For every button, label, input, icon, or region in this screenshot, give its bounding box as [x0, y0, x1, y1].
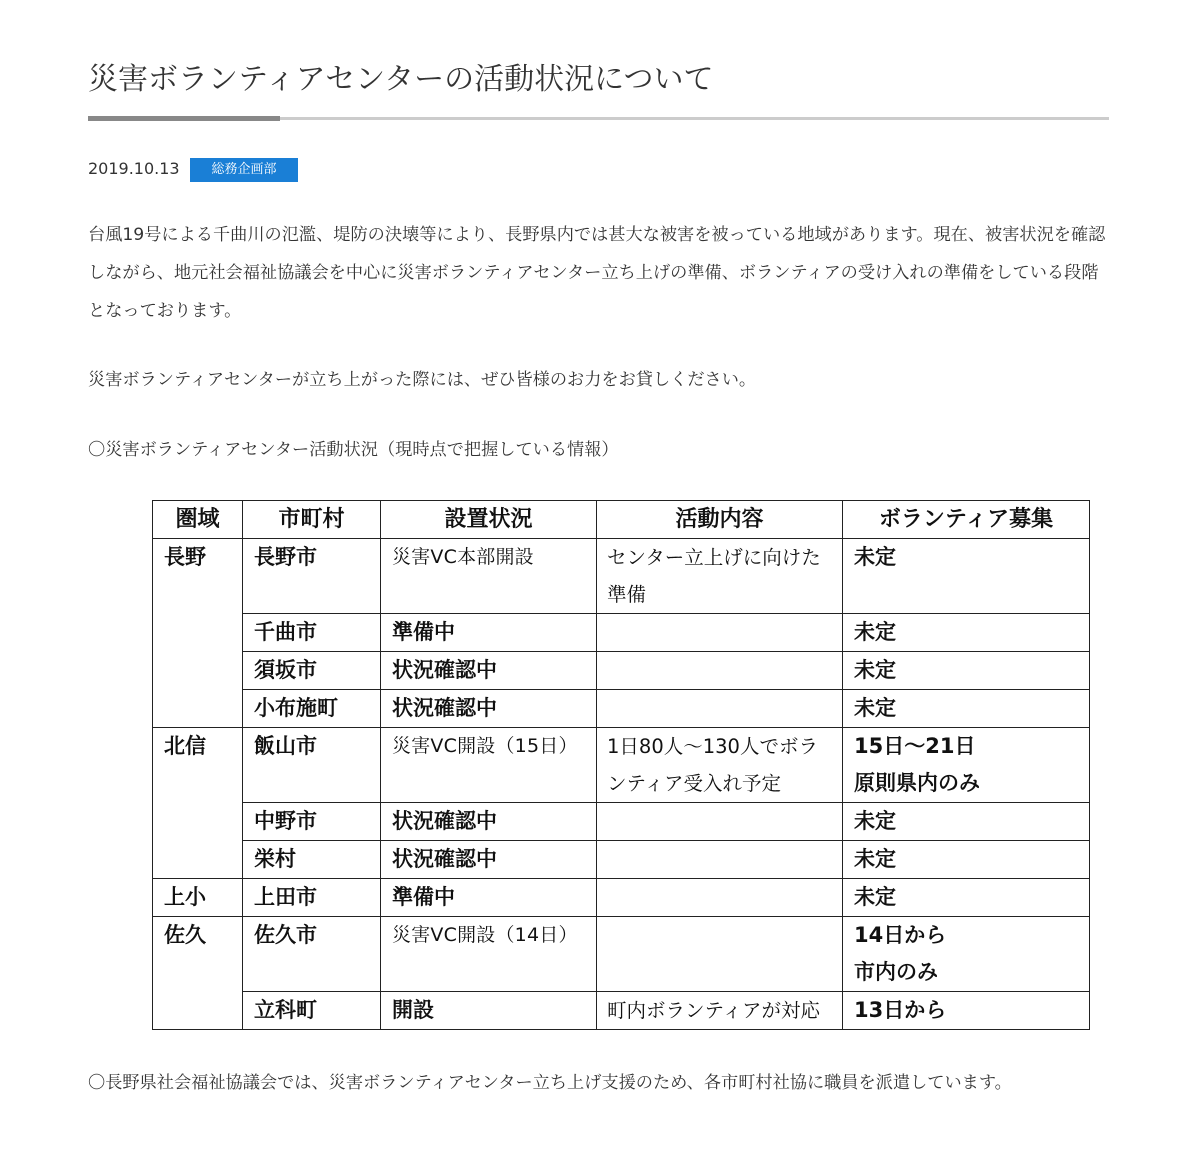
status-cell: 状況確認中	[381, 690, 597, 728]
municipality-cell: 飯山市	[243, 728, 381, 803]
status-cell: 準備中	[381, 879, 597, 917]
table-row	[153, 614, 1090, 652]
header-setup-status: 設置状況	[381, 501, 597, 539]
activity-cell	[597, 652, 843, 690]
activity-cell	[597, 690, 843, 728]
recruitment-cell: 未定	[843, 690, 1090, 728]
recruitment-cell: 13日から	[843, 992, 1090, 1030]
recruitment-cell: 15日～21日 原則県内のみ	[843, 728, 1090, 803]
recruitment-cell: 未定	[843, 539, 1090, 614]
activity-cell	[597, 841, 843, 879]
region-cell: 佐久	[153, 917, 243, 1030]
table-row	[153, 803, 1090, 841]
recruitment-cell: 未定	[843, 879, 1090, 917]
municipality-cell: 上田市	[243, 879, 381, 917]
title-divider-accent	[88, 116, 280, 121]
footer-note: 〇長野県社会福祉協議会では、災害ボランティアセンター立ち上げ支援のため、各市町村社協に職員を派遣しています。	[88, 1073, 1012, 1093]
region-cell: 上小	[153, 879, 243, 917]
activity-cell	[597, 879, 843, 917]
section-heading: 〇災害ボランティアセンター活動状況（現時点で把握している情報）	[88, 440, 619, 460]
activity-cell: 1日80人～130人でボランティア受入れ予定	[597, 728, 843, 803]
region-cell: 北信	[153, 728, 243, 879]
recruitment-cell: 未定	[843, 841, 1090, 879]
status-cell: 準備中	[381, 614, 597, 652]
table-row	[153, 917, 1090, 992]
table-row	[153, 652, 1090, 690]
municipality-cell: 千曲市	[243, 614, 381, 652]
table-header-row	[153, 501, 1090, 539]
table-row	[153, 841, 1090, 879]
municipality-cell: 栄村	[243, 841, 381, 879]
post-date: 2019.10.13	[88, 159, 180, 178]
intro-paragraph: 台風19号による千曲川の氾濫、堤防の決壊等により、長野県内では甚大な被害を被っている地域があります。現在、被害状況を確認しながら、地元社会福祉協議会を中心に災害ボランティアセンター立ち上げの準備、ボランティアの受け入れの準備をしている段階となっております。	[88, 225, 1106, 321]
status-cell: 災害VC開設（14日）	[381, 917, 597, 992]
activity-cell: 町内ボランティアが対応	[597, 992, 843, 1030]
activity-cell	[597, 803, 843, 841]
status-cell: 災害VC本部開設	[381, 539, 597, 614]
table-row	[153, 728, 1090, 803]
region-cell: 長野	[153, 539, 243, 728]
page-title: 災害ボランティアセンターの活動状況について	[88, 62, 714, 97]
header-activity: 活動内容	[597, 501, 843, 539]
municipality-cell: 須坂市	[243, 652, 381, 690]
status-cell: 状況確認中	[381, 841, 597, 879]
request-paragraph: 災害ボランティアセンターが立ち上がった際には、ぜひ皆様のお力をお貸しください。	[88, 370, 757, 390]
activity-cell	[597, 614, 843, 652]
header-municipality: 市町村	[243, 501, 381, 539]
activity-cell	[597, 917, 843, 992]
table-row	[153, 690, 1090, 728]
volunteer-center-status-table	[152, 500, 1090, 1030]
recruitment-cell: 14日から 市内のみ	[843, 917, 1090, 992]
status-cell: 状況確認中	[381, 652, 597, 690]
table-row	[153, 879, 1090, 917]
recruitment-cell: 未定	[843, 652, 1090, 690]
table-row	[153, 992, 1090, 1030]
header-region: 圏域	[153, 501, 243, 539]
activity-cell: センター立上げに向けた準備	[597, 539, 843, 614]
municipality-cell: 立科町	[243, 992, 381, 1030]
municipality-cell: 佐久市	[243, 917, 381, 992]
status-cell: 災害VC開設（15日）	[381, 728, 597, 803]
municipality-cell: 長野市	[243, 539, 381, 614]
municipality-cell: 小布施町	[243, 690, 381, 728]
status-cell: 状況確認中	[381, 803, 597, 841]
municipality-cell: 中野市	[243, 803, 381, 841]
recruitment-cell: 未定	[843, 614, 1090, 652]
recruitment-cell: 未定	[843, 803, 1090, 841]
table-row	[153, 539, 1090, 614]
category-badge[interactable]: 総務企画部	[190, 158, 298, 182]
status-cell: 開設	[381, 992, 597, 1030]
header-volunteer-recruitment: ボランティア募集	[843, 501, 1090, 539]
